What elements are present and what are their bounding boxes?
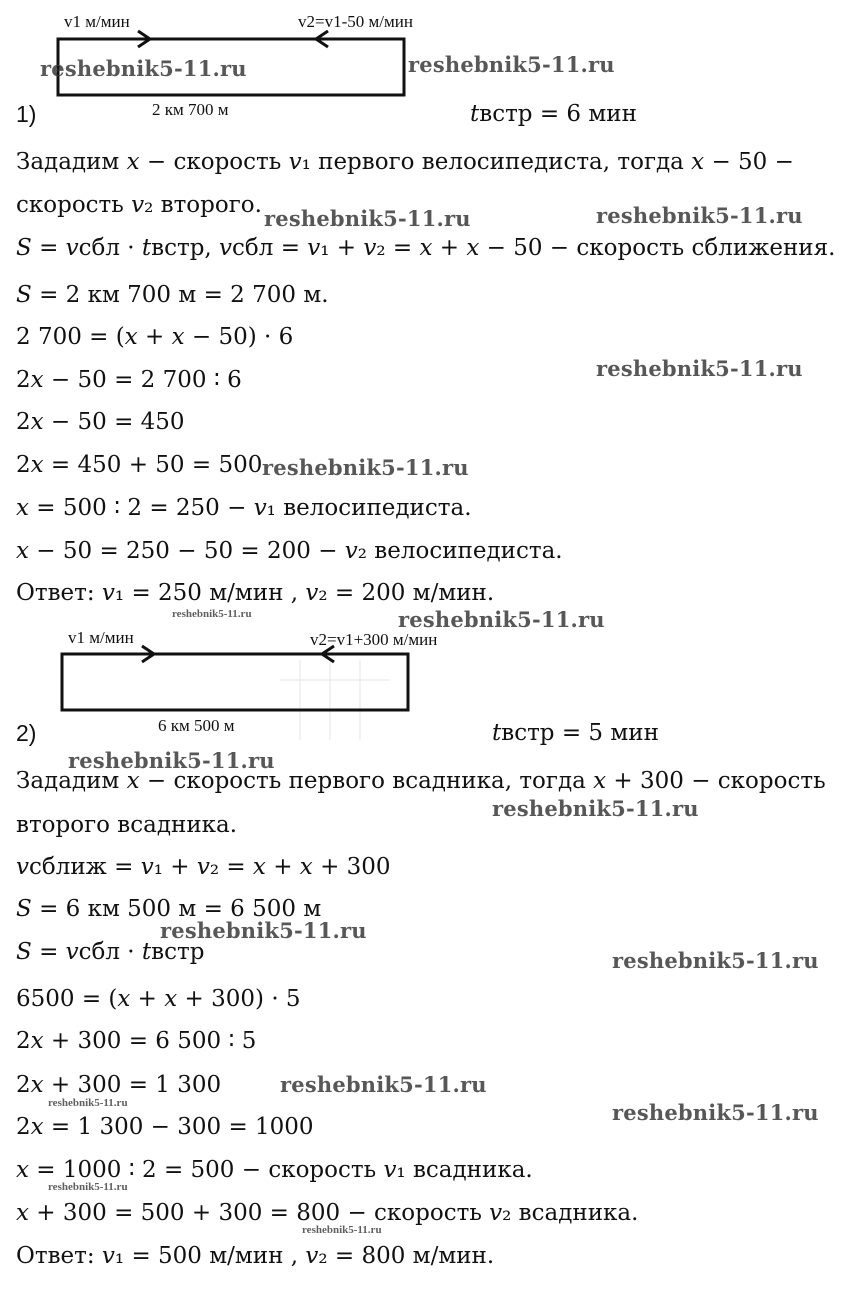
p2-line-11: 𝑥 + 300 = 500 + 300 = 800 − скорость 𝑣₂ всадника.	[16, 1200, 639, 1226]
p2-line-8: 2𝑥 + 300 = 1 300	[16, 1072, 222, 1098]
p1-meeting-time: 𝑡встр = 6 мин	[470, 101, 637, 127]
watermark: reshebnik5-11.ru	[160, 918, 367, 943]
p1-line-7: 2𝑥 − 50 = 450	[16, 409, 185, 435]
p1-line-8: 2𝑥 = 450 + 50 = 500	[16, 452, 263, 478]
p1-line-2: скорость 𝑣₂ второго.	[16, 192, 262, 218]
p2-label-v2: v2=v1+300 м/мин	[310, 630, 438, 649]
p2-line-9: 2𝑥 = 1 300 − 300 = 1000	[16, 1114, 314, 1140]
watermark: reshebnik5-11.ru	[492, 796, 699, 821]
watermark: reshebnik5-11.ru	[612, 1100, 819, 1125]
p2-line-3: 𝑣сближ = 𝑣₁ + 𝑣₂ = 𝑥 + 𝑥 + 300	[16, 854, 391, 880]
p2-line-7: 2𝑥 + 300 = 6 500 ∶ 5	[16, 1028, 257, 1054]
watermark: reshebnik5-11.ru	[172, 608, 252, 620]
watermark: reshebnik5-11.ru	[398, 607, 605, 632]
p1-line-1: Зададим 𝑥 − скорость 𝑣₁ первого велосипедиста, тогда 𝑥 − 50 −	[16, 149, 794, 175]
p2-line-4: 𝑆 = 6 км 500 м = 6 500 м	[16, 896, 322, 922]
p1-line-6: 2𝑥 − 50 = 2 700 ∶ 6	[16, 367, 242, 393]
p2-distance: 6 км 500 м	[158, 716, 235, 735]
watermark: reshebnik5-11.ru	[408, 52, 615, 77]
watermark: reshebnik5-11.ru	[596, 203, 803, 228]
watermark: reshebnik5-11.ru	[262, 455, 469, 480]
p2-faint-grid	[280, 660, 390, 740]
p1-answer: Ответ: 𝑣₁ = 250 м/мин , 𝑣₂ = 200 м/мин.	[16, 580, 495, 606]
watermark: reshebnik5-11.ru	[280, 1072, 487, 1097]
p1-line-5: 2 700 = (𝑥 + 𝑥 − 50) · 6	[16, 324, 294, 350]
watermark: reshebnik5-11.ru	[264, 206, 471, 231]
p2-answer: Ответ: 𝑣₁ = 500 м/мин , 𝑣₂ = 800 м/мин.	[16, 1243, 495, 1269]
p2-track-rect	[62, 654, 408, 710]
p2-line-1: Зададим 𝑥 − скорость первого всадника, тогда 𝑥 + 300 − скорость	[16, 768, 826, 794]
p1-line-10: 𝑥 − 50 = 250 − 50 = 200 − 𝑣₂ велосипедиста.	[16, 538, 563, 564]
p2-meeting-time: 𝑡встр = 5 мин	[492, 720, 659, 746]
p2-line-5: 𝑆 = 𝑣сбл · 𝑡встр	[16, 939, 205, 965]
watermark: reshebnik5-11.ru	[612, 948, 819, 973]
p1-label-v1: v1 м/мин	[64, 12, 130, 31]
watermark: reshebnik5-11.ru	[302, 1224, 382, 1236]
p1-line-4: 𝑆 = 2 км 700 м = 2 700 м.	[16, 282, 329, 308]
watermark: reshebnik5-11.ru	[596, 356, 803, 381]
p2-line-2: второго всадника.	[16, 812, 238, 838]
p2-label-v1: v1 м/мин	[68, 628, 134, 647]
p2-line-10: 𝑥 = 1000 ∶ 2 = 500 − скорость 𝑣₁ всадника.	[16, 1157, 533, 1183]
p1-number: 1)	[16, 101, 37, 127]
p2-line-6: 6500 = (𝑥 + 𝑥 + 300) · 5	[16, 986, 301, 1012]
watermark: reshebnik5-11.ru	[48, 1181, 128, 1193]
p1-label-v2: v2=v1-50 м/мин	[298, 12, 413, 31]
p1-line-9: 𝑥 = 500 ∶ 2 = 250 − 𝑣₁ велосипедиста.	[16, 495, 472, 521]
watermark: reshebnik5-11.ru	[40, 56, 247, 81]
p1-distance: 2 км 700 м	[152, 100, 229, 119]
p1-line-3: 𝑆 = 𝑣сбл · 𝑡встр, 𝑣сбл = 𝑣₁ + 𝑣₂ = 𝑥 + 𝑥 − 50 − скорость сближения.	[16, 235, 836, 261]
p2-diagram	[0, 620, 860, 760]
watermark: reshebnik5-11.ru	[48, 1097, 128, 1109]
watermark: reshebnik5-11.ru	[68, 748, 275, 773]
p2-number: 2)	[16, 720, 37, 746]
